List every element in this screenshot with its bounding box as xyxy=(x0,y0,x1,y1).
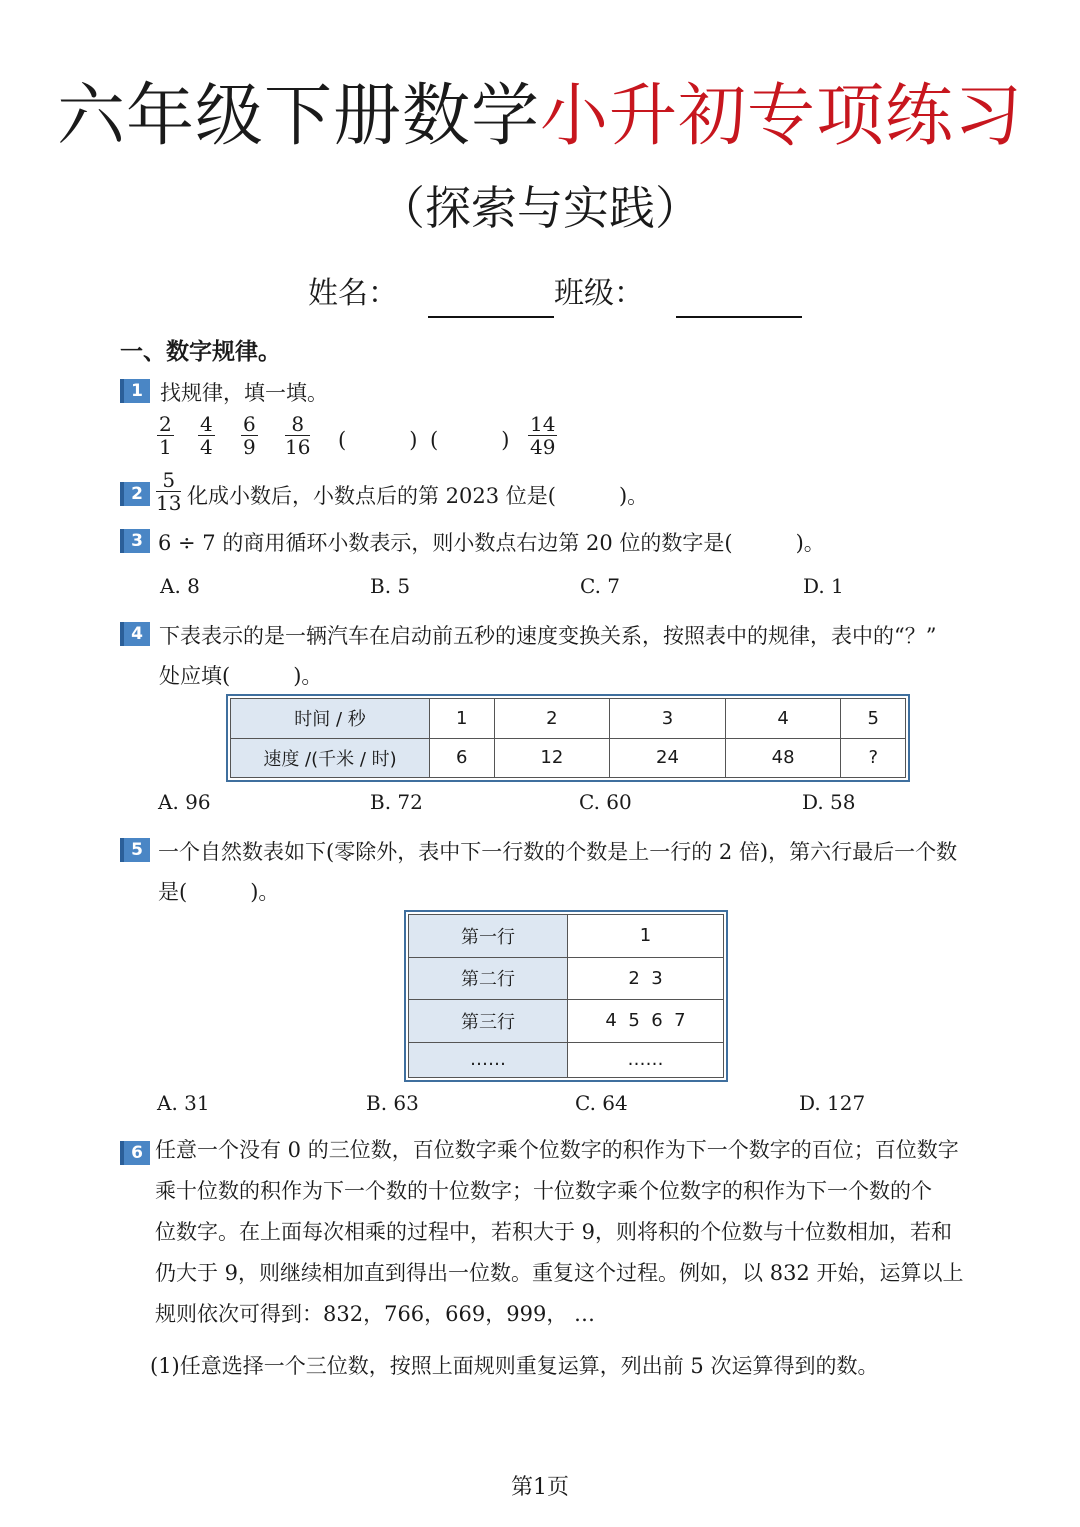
q5-table-row xyxy=(409,957,724,1000)
q2-fraction: $\frac{5}{13}$ xyxy=(156,468,182,515)
page-subtitle: （探索与实践） xyxy=(379,181,701,235)
q1-text: 找规律，填一填。 xyxy=(160,381,328,405)
q5-table-row xyxy=(409,1042,724,1077)
q6-line: 任意一个没有 0 的三位数，百位数字乘个位数字的积作为下一个数字的百位；百位数字 xyxy=(155,1138,959,1162)
q6-paragraph xyxy=(155,1130,963,1335)
q1-blank-2[interactable]: ( ) xyxy=(430,428,510,452)
table-cell: 2 xyxy=(494,699,610,739)
q1-fraction-3: $\frac{6}{9}$ xyxy=(243,412,256,459)
table-cell: 4 xyxy=(725,699,841,739)
table-header-cell: 时间 / 秒 xyxy=(231,699,430,739)
q1-fraction-4: $\frac{8}{16}$ xyxy=(285,412,311,459)
q3-option-d[interactable]: D. 1 xyxy=(803,574,844,598)
q6-line: 仍大于 9，则继续相加直到得出一位数。重复这个过程。例如，以 832 开始，运算以上 xyxy=(155,1261,964,1285)
q1-fraction-1: $\frac{2}{1}$ xyxy=(159,412,172,459)
class-label: 班级： xyxy=(554,276,644,311)
question-number-4: 4 xyxy=(120,622,150,646)
q4-text-line2: 处应填( )。 xyxy=(159,664,323,688)
q3-option-b[interactable]: B. 5 xyxy=(370,574,411,598)
q4-option-b[interactable]: B. 72 xyxy=(370,790,423,814)
q3-text: 6 ÷ 7 的商用循环小数表示，则小数点右边第 20 位的数字是( )。 xyxy=(158,531,825,555)
q4-table-row-time xyxy=(231,699,906,739)
q4-option-d[interactable]: D. 58 xyxy=(802,790,856,814)
q2-text: 化成小数后，小数点后的第 2023 位是( )。 xyxy=(187,484,649,508)
row-values-cell: 1 xyxy=(568,915,724,958)
name-label: 姓名： xyxy=(308,276,398,311)
row-label-cell: 第三行 xyxy=(409,1000,568,1043)
page-title xyxy=(0,62,1080,159)
class-blank[interactable] xyxy=(676,286,802,318)
table-cell: 24 xyxy=(610,738,726,778)
question-number-3: 3 xyxy=(120,529,150,553)
name-blank[interactable] xyxy=(428,286,554,318)
title-red: 小升初专项练习 xyxy=(540,77,1024,156)
q5-text-line1: 一个自然数表如下(零除外，表中下一行数的个数是上一行的 2 倍)，第六行最后一个数 xyxy=(158,840,958,864)
table-cell: 1 xyxy=(430,699,495,739)
q1-blank-1[interactable]: ( ) xyxy=(338,428,418,452)
q4-option-c[interactable]: C. 60 xyxy=(579,790,632,814)
q6-line: 位数字。在上面每次相乘的过程中，若积大于 9，则将积的个位数与十位数相加，若和 xyxy=(155,1220,953,1244)
page-number: 第1页 xyxy=(511,1475,569,1500)
q1-fraction-2: $\frac{4}{4}$ xyxy=(200,412,213,459)
section-heading: 一、数字规律。 xyxy=(120,338,281,365)
name-class-row xyxy=(308,268,802,312)
q4-option-a[interactable]: A. 96 xyxy=(158,790,211,814)
table-cell: 12 xyxy=(494,738,610,778)
title-black: 六年级下册数学 xyxy=(56,77,540,156)
q4-table xyxy=(230,698,906,778)
table-header-cell: 速度 /(千米 / 时) xyxy=(231,738,430,778)
q1-fraction-5: $\frac{14}{49}$ xyxy=(530,412,556,459)
row-values-cell: 2 3 xyxy=(568,957,724,1000)
question-number-6: 6 xyxy=(120,1141,150,1165)
row-values-cell: 4 5 6 7 xyxy=(568,1000,724,1043)
q5-text-line2: 是( )。 xyxy=(158,880,280,904)
row-label-cell: …… xyxy=(409,1042,568,1077)
table-cell: 6 xyxy=(430,738,495,778)
q3-option-c[interactable]: C. 7 xyxy=(580,574,621,598)
q5-option-a[interactable]: A. 31 xyxy=(157,1091,210,1115)
row-values-cell: …… xyxy=(568,1042,724,1077)
q5-table-row xyxy=(409,915,724,958)
table-cell: 5 xyxy=(841,699,906,739)
question-number-2: 2 xyxy=(120,482,150,506)
table-cell: 3 xyxy=(610,699,726,739)
q6-line: 规则依次可得到：832，766，669，999， … xyxy=(155,1302,596,1326)
q4-table-row-speed xyxy=(231,738,906,778)
q6-line: 乘十位数的积作为下一个数的十位数字；十位数字乘个位数字的积作为下一个数的个 xyxy=(155,1179,932,1203)
table-cell-unknown: ? xyxy=(841,738,906,778)
q5-table-row xyxy=(409,1000,724,1043)
table-cell: 48 xyxy=(725,738,841,778)
question-number-1: 1 xyxy=(120,379,150,403)
q5-option-b[interactable]: B. 63 xyxy=(366,1091,419,1115)
q5-option-c[interactable]: C. 64 xyxy=(575,1091,628,1115)
q4-text-line1: 下表表示的是一辆汽车在启动前五秒的速度变换关系，按照表中的规律，表中的“？” xyxy=(159,624,937,648)
q5-option-d[interactable]: D. 127 xyxy=(799,1091,866,1115)
row-label-cell: 第一行 xyxy=(409,915,568,958)
row-label-cell: 第二行 xyxy=(409,957,568,1000)
question-number-5: 5 xyxy=(120,838,150,862)
q6-subquestion-1: (1)任意选择一个三位数，按照上面规则重复运算，列出前 5 次运算得到的数。 xyxy=(150,1354,879,1378)
q5-table xyxy=(408,914,724,1078)
q3-option-a[interactable]: A. 8 xyxy=(160,574,200,598)
